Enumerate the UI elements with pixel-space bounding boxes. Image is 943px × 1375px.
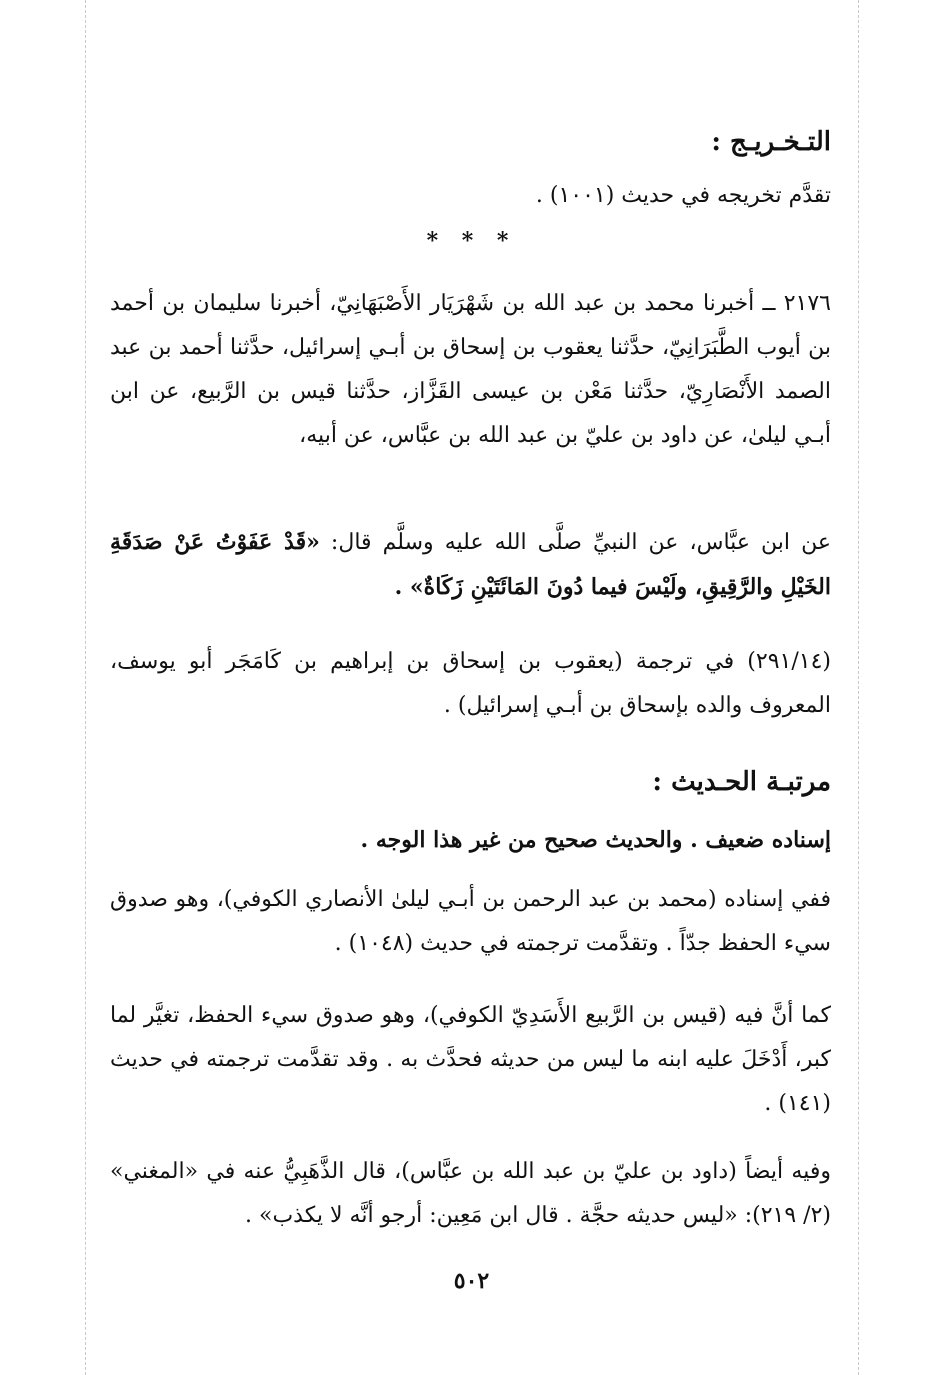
rutba-heading: مرتبـة الحـديث : xyxy=(652,767,831,797)
rutba-paragraph-3: وفيه أيضاً (داود بن عليّ بن عبد الله بن عبَّاس)، قال الذَّهَبِيُّ عنه في «المغني» (٢/ ٢١٩): «ليس حديثه حجَّة . قال ابن مَعِين: أرجو أنَّه لا يكذب» . xyxy=(110,1159,831,1228)
hadith-matn xyxy=(110,520,831,610)
rutba-verdict: إسناده ضعيف . والحديث صحيح من غير هذا الوجه . xyxy=(360,827,831,853)
margin-guide-right xyxy=(858,0,859,1375)
margin-guide-left xyxy=(85,0,86,1375)
hadith-reference: (٢٩١/١٤) في ترجمة (يعقوب بن إسحاق بن إبراهيم بن كَامَجَر أبو يوسف، المعروف والده بإسحاق بن أبـي إسرائيل) . xyxy=(110,649,831,718)
hadith-isnad: ٢١٧٦ ــ أخبرنا محمد بن عبد الله بن شَهْرَيَار الأَصْبَهَانِيّ، أخبرنا سليمان بن أحمد بن أيوب الطَّبَرَانِيّ، حدَّثنا يعقوب بن إسحاق بن أبـي إسرائيل، حدَّثنا أحمد بن عبد الصمد الأَنْصَارِيّ، حدَّثنا مَعْن بن عيسى القَزَّاز، حدَّثنا قيس بن الرَّبيع، عن ابن أبـي ليلىٰ، عن داود بن عليّ بن عبد الله بن عبَّاس، عن أبيه، xyxy=(110,291,831,448)
page-number: ٥٠٢ xyxy=(453,1268,490,1294)
takhrij-heading: التـخـريـج : xyxy=(711,127,831,157)
hadith-matn-intro: عن ابن عبَّاس، عن النبيِّ صلَّى الله عليه وسلَّم قال: xyxy=(319,530,831,555)
section-separator: * * * xyxy=(426,228,517,254)
hadith-matn-quote: «قَدْ عَفَوْتُ عَنْ صَدَقَةِ الخَيْلِ والرَّقِيقِ، ولَيْسَ فيما دُونَ المَائَتَيْنِ زَكَاةٌ» . xyxy=(110,529,831,600)
takhrij-text: تقدَّم تخريجه في حديث (١٠٠١) . xyxy=(535,183,831,208)
rutba-paragraph-1: ففي إسناده (محمد بن عبد الرحمن بن أبـي ليلىٰ الأنصاري الكوفي)، وهو صدوق سيء الحفظ جدّاً . وتقدَّمت ترجمته في حديث (١٠٤٨) . xyxy=(110,887,831,956)
rutba-paragraph-2: كما أنَّ فيه (قيس بن الرَّبيع الأَسَدِيّ الكوفي)، وهو صدوق سيء الحفظ، تغيَّر لما كبر، أَدْخَلَ عليه ابنه ما ليس من حديثه فحدَّث به . وقد تقدَّمت ترجمته في حديث (١٤١) . xyxy=(110,1003,831,1116)
